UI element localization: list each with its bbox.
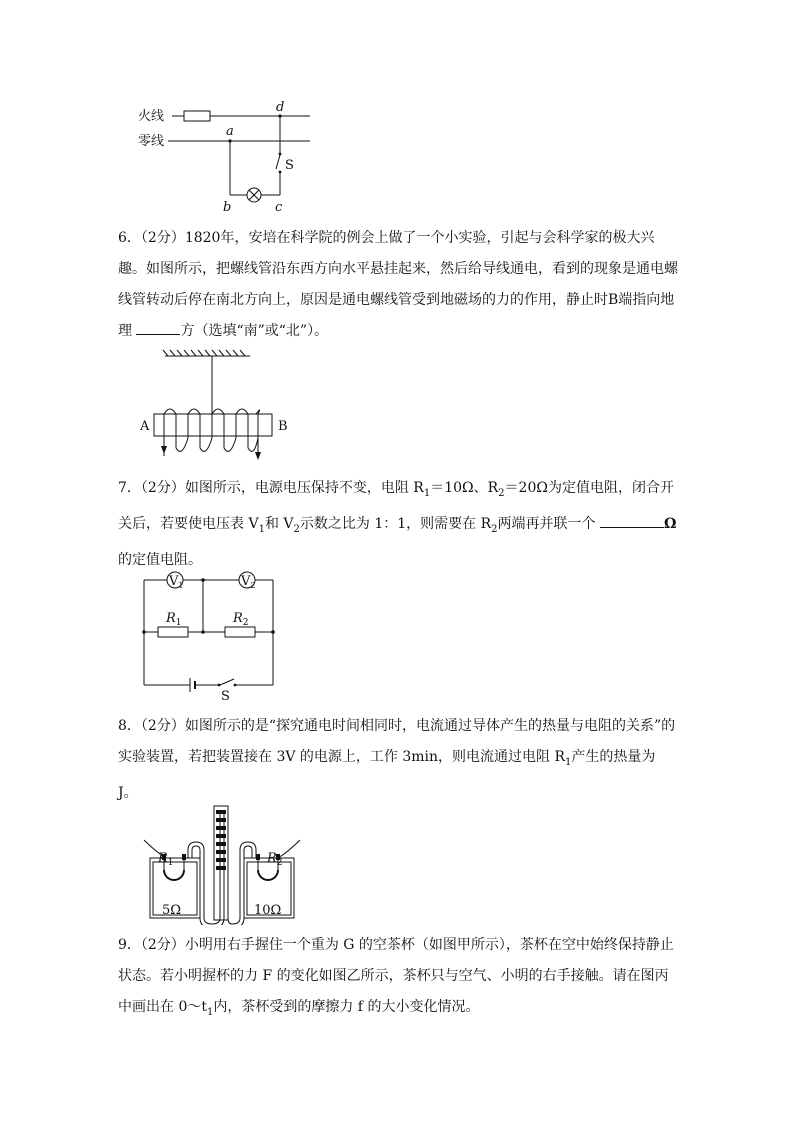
r2-label: $R_2$ bbox=[233, 611, 249, 628]
question-8: 8．（2分）如图所示的是“探究通电时间相同时，电流通过导体产生的热量与电阻的关系”的实验装置，若把装置接在 3V 的电源上，工作 3min，则电流通过电阻 $R_1$产生的热量为 J。 bbox=[118, 718, 676, 801]
answer-blank-7[interactable] bbox=[600, 511, 664, 528]
point-a-label: a bbox=[226, 124, 234, 139]
question-6-tail: 方（选填“南”或“北”）。 bbox=[180, 323, 329, 339]
question-9: 9．（2分）小明用右手握住一个重为 G 的空茶杯（如图甲所示），茶杯在空中始终保持静止状态。若小明握杯的力 F 的变化如图乙所示，茶杯只与空气、小明的右手接触。请在图丙中画出在 $0\sim t_1$内，茶杯受到的摩擦力 f 的大小变化情况。 bbox=[118, 937, 674, 1018]
resistor-r2 bbox=[225, 627, 255, 637]
r2-apparatus-label: $R_2$ bbox=[267, 851, 283, 868]
fuse-symbol bbox=[184, 111, 210, 121]
neutral-wire-label: 零线 bbox=[138, 134, 165, 149]
right-resistance-value: 10Ω bbox=[254, 903, 282, 918]
svg-text:V1: $V_1$ bbox=[169, 574, 184, 590]
live-wire-label: 火线 bbox=[138, 109, 165, 124]
voltmeter-circuit-figure bbox=[130, 566, 290, 700]
switch-s-label: S bbox=[221, 689, 230, 700]
point-b-label: b bbox=[223, 200, 232, 215]
question-7-number: 7．（2分） bbox=[118, 480, 185, 496]
question-7: 7．（2分）如图所示，电源电压保持不变，电阻 $R_1=10\Omega$、$R_2=20\Omega$为定值电阻，闭合开关后，若要使电压表 $V_1$和 $V_2$示数之比为 1：1，则需要在 $R_2$两端再并联一个 Ω的定值电阻。 bbox=[118, 480, 677, 568]
question-6-text: 1820年，安培在科学院的例会上做了一个小实验，引起与会科学家的极大兴趣。如图所示，把螺线管沿东西方向水平悬挂起来，然后给导线通电，看到的现象是通电螺线管转动后停在南北方向上，原因是通电螺线管受到地磁场的力的作用，静止时B端指向地理 bbox=[118, 230, 678, 339]
point-d-label: d bbox=[276, 100, 285, 115]
r1-label: $R_1$ bbox=[166, 611, 182, 628]
point-c-label: c bbox=[275, 200, 283, 215]
question-8-number: 8．（2分） bbox=[118, 718, 185, 734]
left-resistance-value: 5Ω bbox=[162, 903, 182, 918]
answer-blank-6[interactable] bbox=[136, 318, 180, 335]
question-6-number: 6．（2分） bbox=[118, 230, 185, 246]
solenoid-end-a: A bbox=[140, 419, 150, 434]
joule-heating-apparatus-figure bbox=[136, 800, 306, 925]
solenoid-figure bbox=[130, 348, 300, 466]
unit-ohm: Ω bbox=[663, 515, 677, 532]
svg-text:V2: $V_2$ bbox=[241, 574, 256, 590]
household-circuit-figure bbox=[130, 95, 330, 220]
resistor-r1 bbox=[158, 627, 188, 637]
question-6 bbox=[118, 223, 678, 347]
r1-apparatus-label: $R_1$ bbox=[158, 851, 174, 868]
switch-label: S bbox=[285, 158, 294, 173]
question-9-number: 9．（2分） bbox=[118, 937, 185, 953]
solenoid-end-b: B bbox=[278, 419, 288, 434]
